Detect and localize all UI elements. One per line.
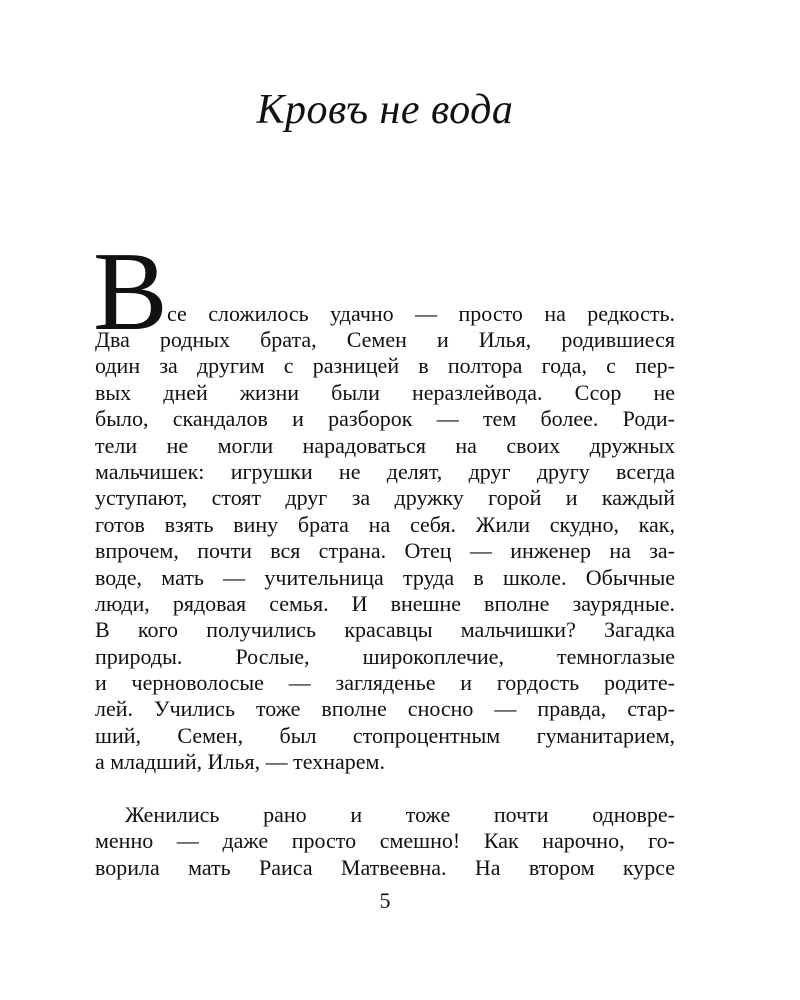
text-line: мальчишек: игрушки не делят, друг другу всегда	[95, 458, 675, 484]
first-line-text: се сложилось удачно — просто на редкость.	[167, 300, 675, 326]
text-line: уступают, стоят друг за дружку горой и каждый	[95, 485, 675, 511]
text-line: впрочем, почти вся страна. Отец — инженер на за-	[95, 538, 675, 564]
text-line: вых дней жизни были неразлейвода. Ссор не	[95, 379, 675, 405]
text-line: ворила мать Раиса Матвеевна. На втором курсе	[95, 854, 675, 880]
text-line: люди, рядовая семья. И внешне вполне заурядные.	[95, 590, 675, 616]
text-line: менно — даже просто смешно! Как нарочно, го-	[95, 828, 675, 854]
page-number: 5	[379, 888, 391, 913]
text-line: готов взять вину брата на себя. Жили скудно, как,	[95, 511, 675, 537]
text-line: тели не могли нарадоваться на своих дружных	[95, 432, 675, 458]
text-line: и черноволосые — загляденье и гордость родите-	[95, 670, 675, 696]
text-line: один за другим с разницей в полтора года, с пер-	[95, 353, 675, 379]
text-line: а младший, Илья, — технарем.	[95, 749, 385, 775]
text-line: ший, Семен, был стопроцентным гуманитарием,	[95, 722, 675, 748]
drop-cap-letter: В	[93, 230, 168, 354]
paragraph-2	[95, 802, 675, 881]
text-line: воде, мать — учительница труда в школе. Обычные	[95, 564, 675, 590]
text-line: Два родных брата, Семен и Илья, родившиеся	[95, 327, 675, 352]
chapter-title: Кровъ не вода	[256, 87, 514, 133]
paragraph-1	[93, 230, 675, 776]
text-line: В кого получились красавцы мальчишки? Загадка	[95, 617, 675, 643]
text-line: лей. Учились тоже вполне сносно — правда, стар-	[95, 696, 675, 722]
text-line: было, скандалов и разборок — тем более. Роди-	[95, 406, 675, 432]
text-line: Женились рано и тоже почти одновре-	[125, 802, 675, 827]
text-line: природы. Рослые, широкоплечие, темноглазые	[95, 643, 675, 669]
